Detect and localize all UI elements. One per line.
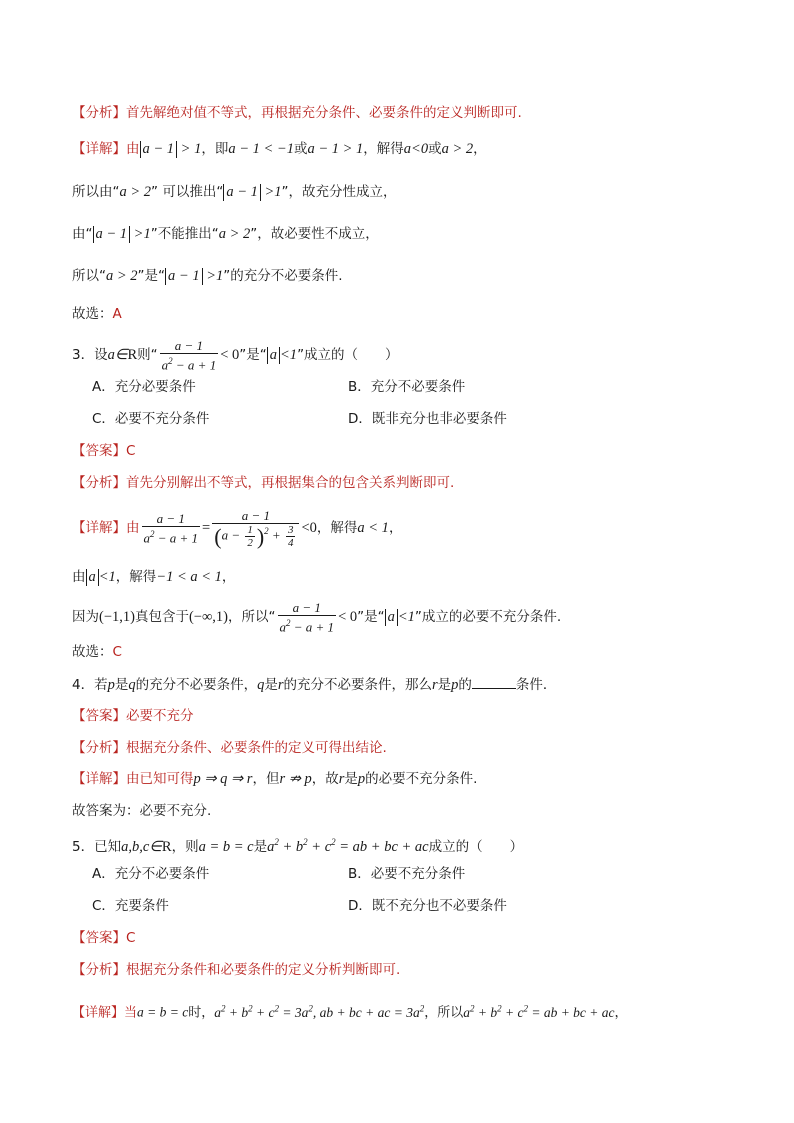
q5-option-c: C．充要条件	[92, 898, 169, 914]
q2-analysis	[72, 103, 522, 123]
q3-answer	[72, 441, 135, 461]
q2-detail-line-2: 所以由“a > 2” 可以推出“ a − 1 >1”，故充分性成立，	[72, 184, 397, 200]
q3-detail-line-2: 由 a <1，解得−1 < a < 1，	[72, 569, 236, 585]
q3-option-d: D．既非充分也非必要条件	[348, 411, 507, 427]
q3-analysis	[72, 473, 454, 493]
answer-tag: 【答案】	[72, 443, 126, 459]
choice-letter: A	[112, 306, 122, 322]
q3-stem: 3．设a∈R则“ $\frac{a - 1}{a^2 - a + 1}$ < 0”是“ a <1”成立的（ ）	[72, 338, 399, 373]
q3-detail-line-1: 【详解】由 $\frac{a - 1}{a^2 - a + 1}$ = a − 1 (a − $\frac{1}{2}$ )$^2$ + $\frac{3}{4}$ <0，解得a < 1，	[72, 507, 403, 549]
detail-tag: 【详解】	[72, 771, 126, 787]
analysis-text: 根据充分条件、必要条件的定义可得出结论.	[126, 740, 387, 756]
q5-answer	[72, 928, 135, 948]
fill-blank	[472, 674, 516, 689]
choice-letter: C	[112, 644, 122, 660]
q4-detail: 【详解】由已知可得p ⇒ q ⇒ r，但r ⇏ p，故r是p的必要不充分条件.	[72, 771, 478, 787]
answer-tag: 【答案】	[72, 708, 126, 724]
answer-value: 必要不充分	[126, 708, 194, 724]
q4-stem: 4．若p是q的充分不必要条件，q是r的充分不必要条件，那么r是p的 条件．	[72, 674, 556, 695]
analysis-text: 首先分别解出不等式，再根据集合的包含关系判断即可.	[126, 475, 455, 491]
q2-detail-line-1: 【详解】由 a − 1 > 1，即a − 1 < −1或a − 1 > 1，解得a<0或a > 2，	[72, 141, 487, 157]
answer-value: C	[126, 443, 136, 459]
detail-tag: 【详解】	[72, 141, 126, 157]
q2-detail-line-4: 所以“a > 2”是“ a − 1 >1”的充分不必要条件.	[72, 268, 343, 284]
q2-detail-line-3: 由“ a − 1 >1”不能推出“a > 2”，故必要性不成立，	[72, 226, 379, 242]
q5-analysis	[72, 960, 400, 980]
q4-answer	[72, 706, 194, 726]
q5-stem: 5．已知a,b,c∈R，则a = b = c是$a^2 + b^2 + c^2$ = ab + bc + ac成立的（ ）	[72, 837, 524, 855]
q5-detail: 【详解】当a = b = c时，$a^2 + b^2 + c^2 = 3a^2$, ab + bc + ac = $3a^2$，所以$a^2 + b^2 + c^2$ = ab + bc + ac，	[72, 1003, 628, 1021]
detail-tag: 【详解】	[72, 520, 126, 536]
analysis-text: 首先解绝对值不等式，再根据充分条件、必要条件的定义判断即可.	[126, 105, 522, 121]
analysis-tag: 【分析】	[72, 740, 126, 756]
q4-final: 故答案为：必要不充分.	[72, 803, 212, 819]
analysis-tag: 【分析】	[72, 105, 126, 121]
q5-option-b: B．必要不充分条件	[348, 866, 466, 882]
q2-choice: 故选：A	[72, 306, 122, 322]
q5-option-d: D．既不充分也不必要条件	[348, 898, 507, 914]
answer-tag: 【答案】	[72, 930, 126, 946]
q5-option-a: A．充分不必要条件	[92, 866, 210, 882]
detail-tag: 【详解】	[72, 1005, 125, 1021]
q3-option-a: A．充分必要条件	[92, 379, 196, 395]
q3-option-c: C．必要不充分条件	[92, 411, 210, 427]
q3-option-b: B．充分不必要条件	[348, 379, 466, 395]
q3-choice: 故选：C	[72, 644, 122, 660]
analysis-tag: 【分析】	[72, 962, 126, 978]
answer-value: C	[126, 930, 136, 946]
q3-detail-line-3: 因为(−1,1)真包含于(−∞,1)，所以“ $\frac{a - 1}{a^2 - a + 1}$ < 0”是“ a <1”成立的必要不充分条件.	[72, 600, 562, 635]
q4-analysis	[72, 738, 387, 758]
analysis-text: 根据充分条件和必要条件的定义分析判断即可.	[126, 962, 401, 978]
analysis-tag: 【分析】	[72, 475, 126, 491]
